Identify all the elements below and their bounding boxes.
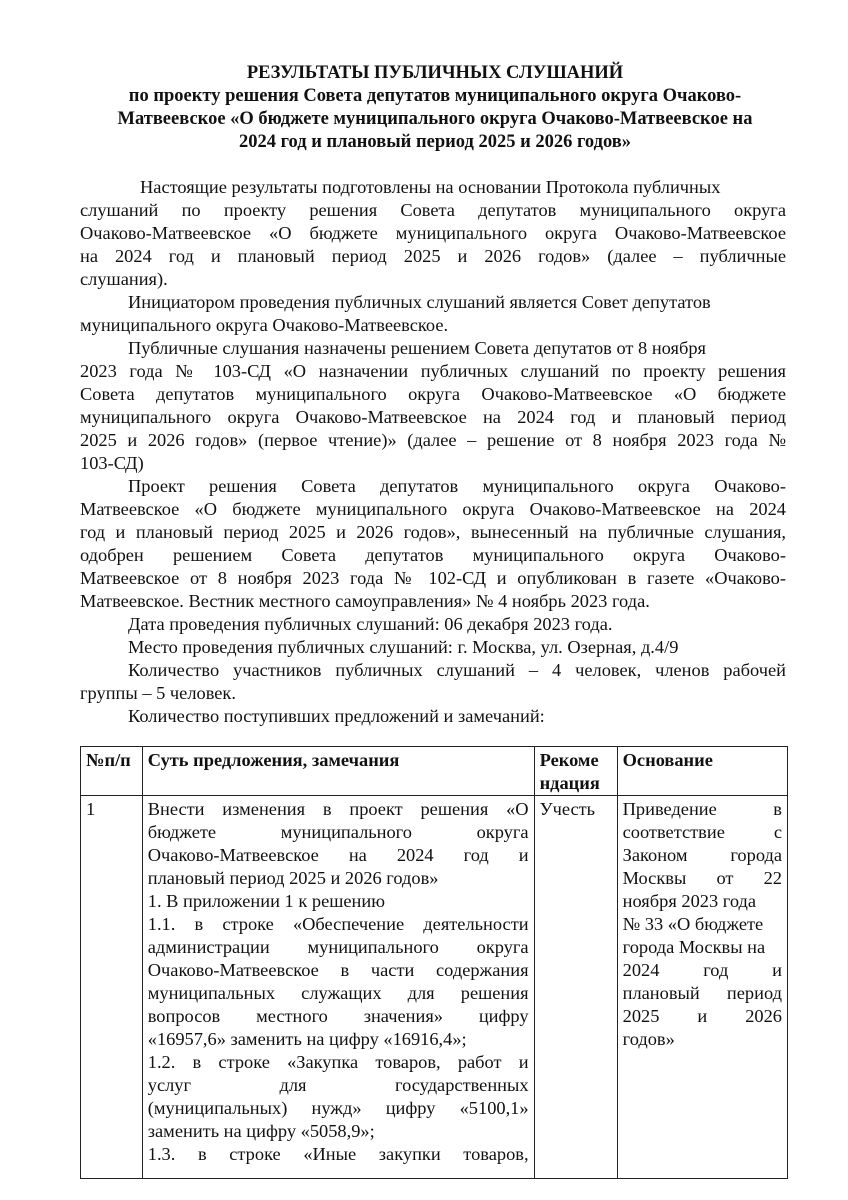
paragraph-line: муниципального округа Очаково-Матвеевское. bbox=[80, 315, 449, 335]
document-title bbox=[70, 62, 800, 154]
paragraph-line: Дата проведения публичных слушаний: 06 декабря 2023 года. bbox=[128, 614, 613, 634]
cell-line: Законом города bbox=[622, 845, 782, 865]
cell-line: (муниципальных) нужд» цифру «5100,1» bbox=[147, 1098, 529, 1118]
paragraph-line: Матвеевское «О бюджете муниципального округа Очаково-Матвеевское на 2024 bbox=[80, 499, 786, 519]
cell-line: соответствие с bbox=[622, 822, 782, 842]
paragraph-line: Публичные слушания назначены решением Совета депутатов от 8 ноября bbox=[128, 338, 707, 358]
table-row bbox=[81, 796, 788, 1179]
paragraph-line: слушания). bbox=[80, 269, 168, 289]
cell-line: плановый период bbox=[622, 983, 782, 1003]
title-line: 2024 год и плановый период 2025 и 2026 годов» bbox=[238, 132, 632, 152]
title-line: РЕЗУЛЬТАТЫ ПУБЛИЧНЫХ СЛУШАНИЙ bbox=[246, 63, 624, 83]
cell-line: 1.1. в строке «Обеспечение деятельности bbox=[147, 914, 529, 934]
paragraph-line: 103-СД) bbox=[80, 453, 144, 473]
paragraph-line: муниципального округа Очаково-Матвеевское на 2024 год и плановый период bbox=[80, 407, 786, 427]
paragraph-line: на 2024 год и плановый период 2025 и 2026 годов» (далее – публичные bbox=[80, 246, 786, 266]
cell-line: бюджете муниципального округа bbox=[147, 822, 529, 842]
cell-line: годов» bbox=[622, 1029, 675, 1049]
cell-line: вопросов местного значения» цифру bbox=[147, 1006, 529, 1026]
cell-line: услуг для государственных bbox=[147, 1075, 529, 1095]
paragraph-line: Количество поступивших предложений и замечаний: bbox=[128, 706, 545, 726]
cell-line: администрации муниципального округа bbox=[147, 937, 529, 957]
cell-line: Очаково-Матвеевское в части содержания bbox=[147, 960, 529, 980]
cell-line: Приведение в bbox=[622, 799, 782, 819]
cell-num: 1 bbox=[81, 796, 143, 1179]
paragraph-line: 2023 года № 103-СД «О назначении публичных слушаний по проекту решения bbox=[80, 361, 786, 381]
paragraph-line: Инициатором проведения публичных слушаний является Совет депутатов bbox=[128, 292, 711, 312]
proposals-table bbox=[80, 746, 788, 1179]
paragraph-line: одобрен решением Совета депутатов муниципального округа Очаково- bbox=[80, 545, 786, 565]
cell-line: 1. В приложении 1 к решению bbox=[147, 891, 385, 911]
header-rec-line: Рекоме bbox=[539, 750, 599, 770]
paragraph-line: Настоящие результаты подготовлены на основании Протокола публичных bbox=[140, 177, 721, 197]
cell-line: 1.3. в строке «Иные закупки товаров, bbox=[147, 1144, 529, 1164]
paragraph-line: Матвеевское от 8 ноября 2023 года № 102-СД и опубликован в газете «Очаково- bbox=[80, 568, 786, 588]
paragraph-line: группы – 5 человек. bbox=[80, 683, 236, 703]
cell-line: ноября 2023 года bbox=[622, 891, 757, 911]
header-content: Суть предложения, замечания bbox=[142, 747, 534, 796]
cell-line: заменить на цифру «5058,9»; bbox=[147, 1121, 375, 1141]
paragraph-line: Проект решения Совета депутатов муниципального округа Очаково- bbox=[128, 476, 786, 496]
cell-basis bbox=[617, 796, 787, 1179]
cell-recommendation: Учесть bbox=[534, 796, 617, 1179]
cell-line: города Москвы на bbox=[622, 937, 766, 957]
table-header-row bbox=[81, 747, 788, 796]
paragraph-line: Очаково-Матвеевское «О бюджете муниципального округа Очаково-Матвеевское bbox=[80, 223, 786, 243]
header-recommendation bbox=[534, 747, 617, 796]
cell-line: Очаково-Матвеевское на 2024 год и bbox=[147, 845, 529, 865]
cell-content bbox=[142, 796, 534, 1179]
cell-line: муниципальных служащих для решения bbox=[147, 983, 529, 1003]
cell-line: № 33 «О бюджете bbox=[622, 914, 764, 934]
cell-line: плановый период 2025 и 2026 годов» bbox=[147, 868, 439, 888]
title-line: Матвеевское «О бюджете муниципального округа Очаково-Матвеевское на bbox=[117, 109, 753, 129]
cell-line: «16957,6» заменить на цифру «16916,4»; bbox=[147, 1029, 467, 1049]
cell-line: 2025 и 2026 bbox=[622, 1006, 782, 1026]
title-line: по проекту решения Совета депутатов муниципального округа Очаково- bbox=[128, 86, 742, 106]
cell-line: Внести изменения в проект решения «О bbox=[147, 799, 529, 819]
paragraph-line: слушаний по проекту решения Совета депутатов муниципального округа bbox=[80, 200, 786, 220]
paragraph-line: 2025 и 2026 годов» (первое чтение)» (далее – решение от 8 ноября 2023 года № bbox=[80, 430, 786, 450]
cell-line: Москвы от 22 bbox=[622, 868, 782, 888]
paragraph-line: Количество участников публичных слушаний – 4 человек, членов рабочей bbox=[128, 660, 786, 680]
header-rec-line: ндация bbox=[539, 773, 600, 793]
paragraph-line: Матвеевское. Вестник местного самоуправления» № 4 ноябрь 2023 года. bbox=[80, 591, 650, 611]
header-basis: Основание bbox=[617, 747, 787, 796]
cell-line: 2024 год и bbox=[622, 960, 782, 980]
cell-line: 1.2. в строке «Закупка товаров, работ и bbox=[147, 1052, 529, 1072]
paragraph-line: Место проведения публичных слушаний: г. Москва, ул. Озерная, д.4/9 bbox=[128, 637, 679, 657]
document-body bbox=[80, 176, 786, 728]
paragraph-line: Совета депутатов муниципального округа Очаково-Матвеевское «О бюджете bbox=[80, 384, 786, 404]
header-num: №п/п bbox=[81, 747, 143, 796]
paragraph-line: год и плановый период 2025 и 2026 годов», вынесенный на публичные слушания, bbox=[80, 522, 786, 542]
